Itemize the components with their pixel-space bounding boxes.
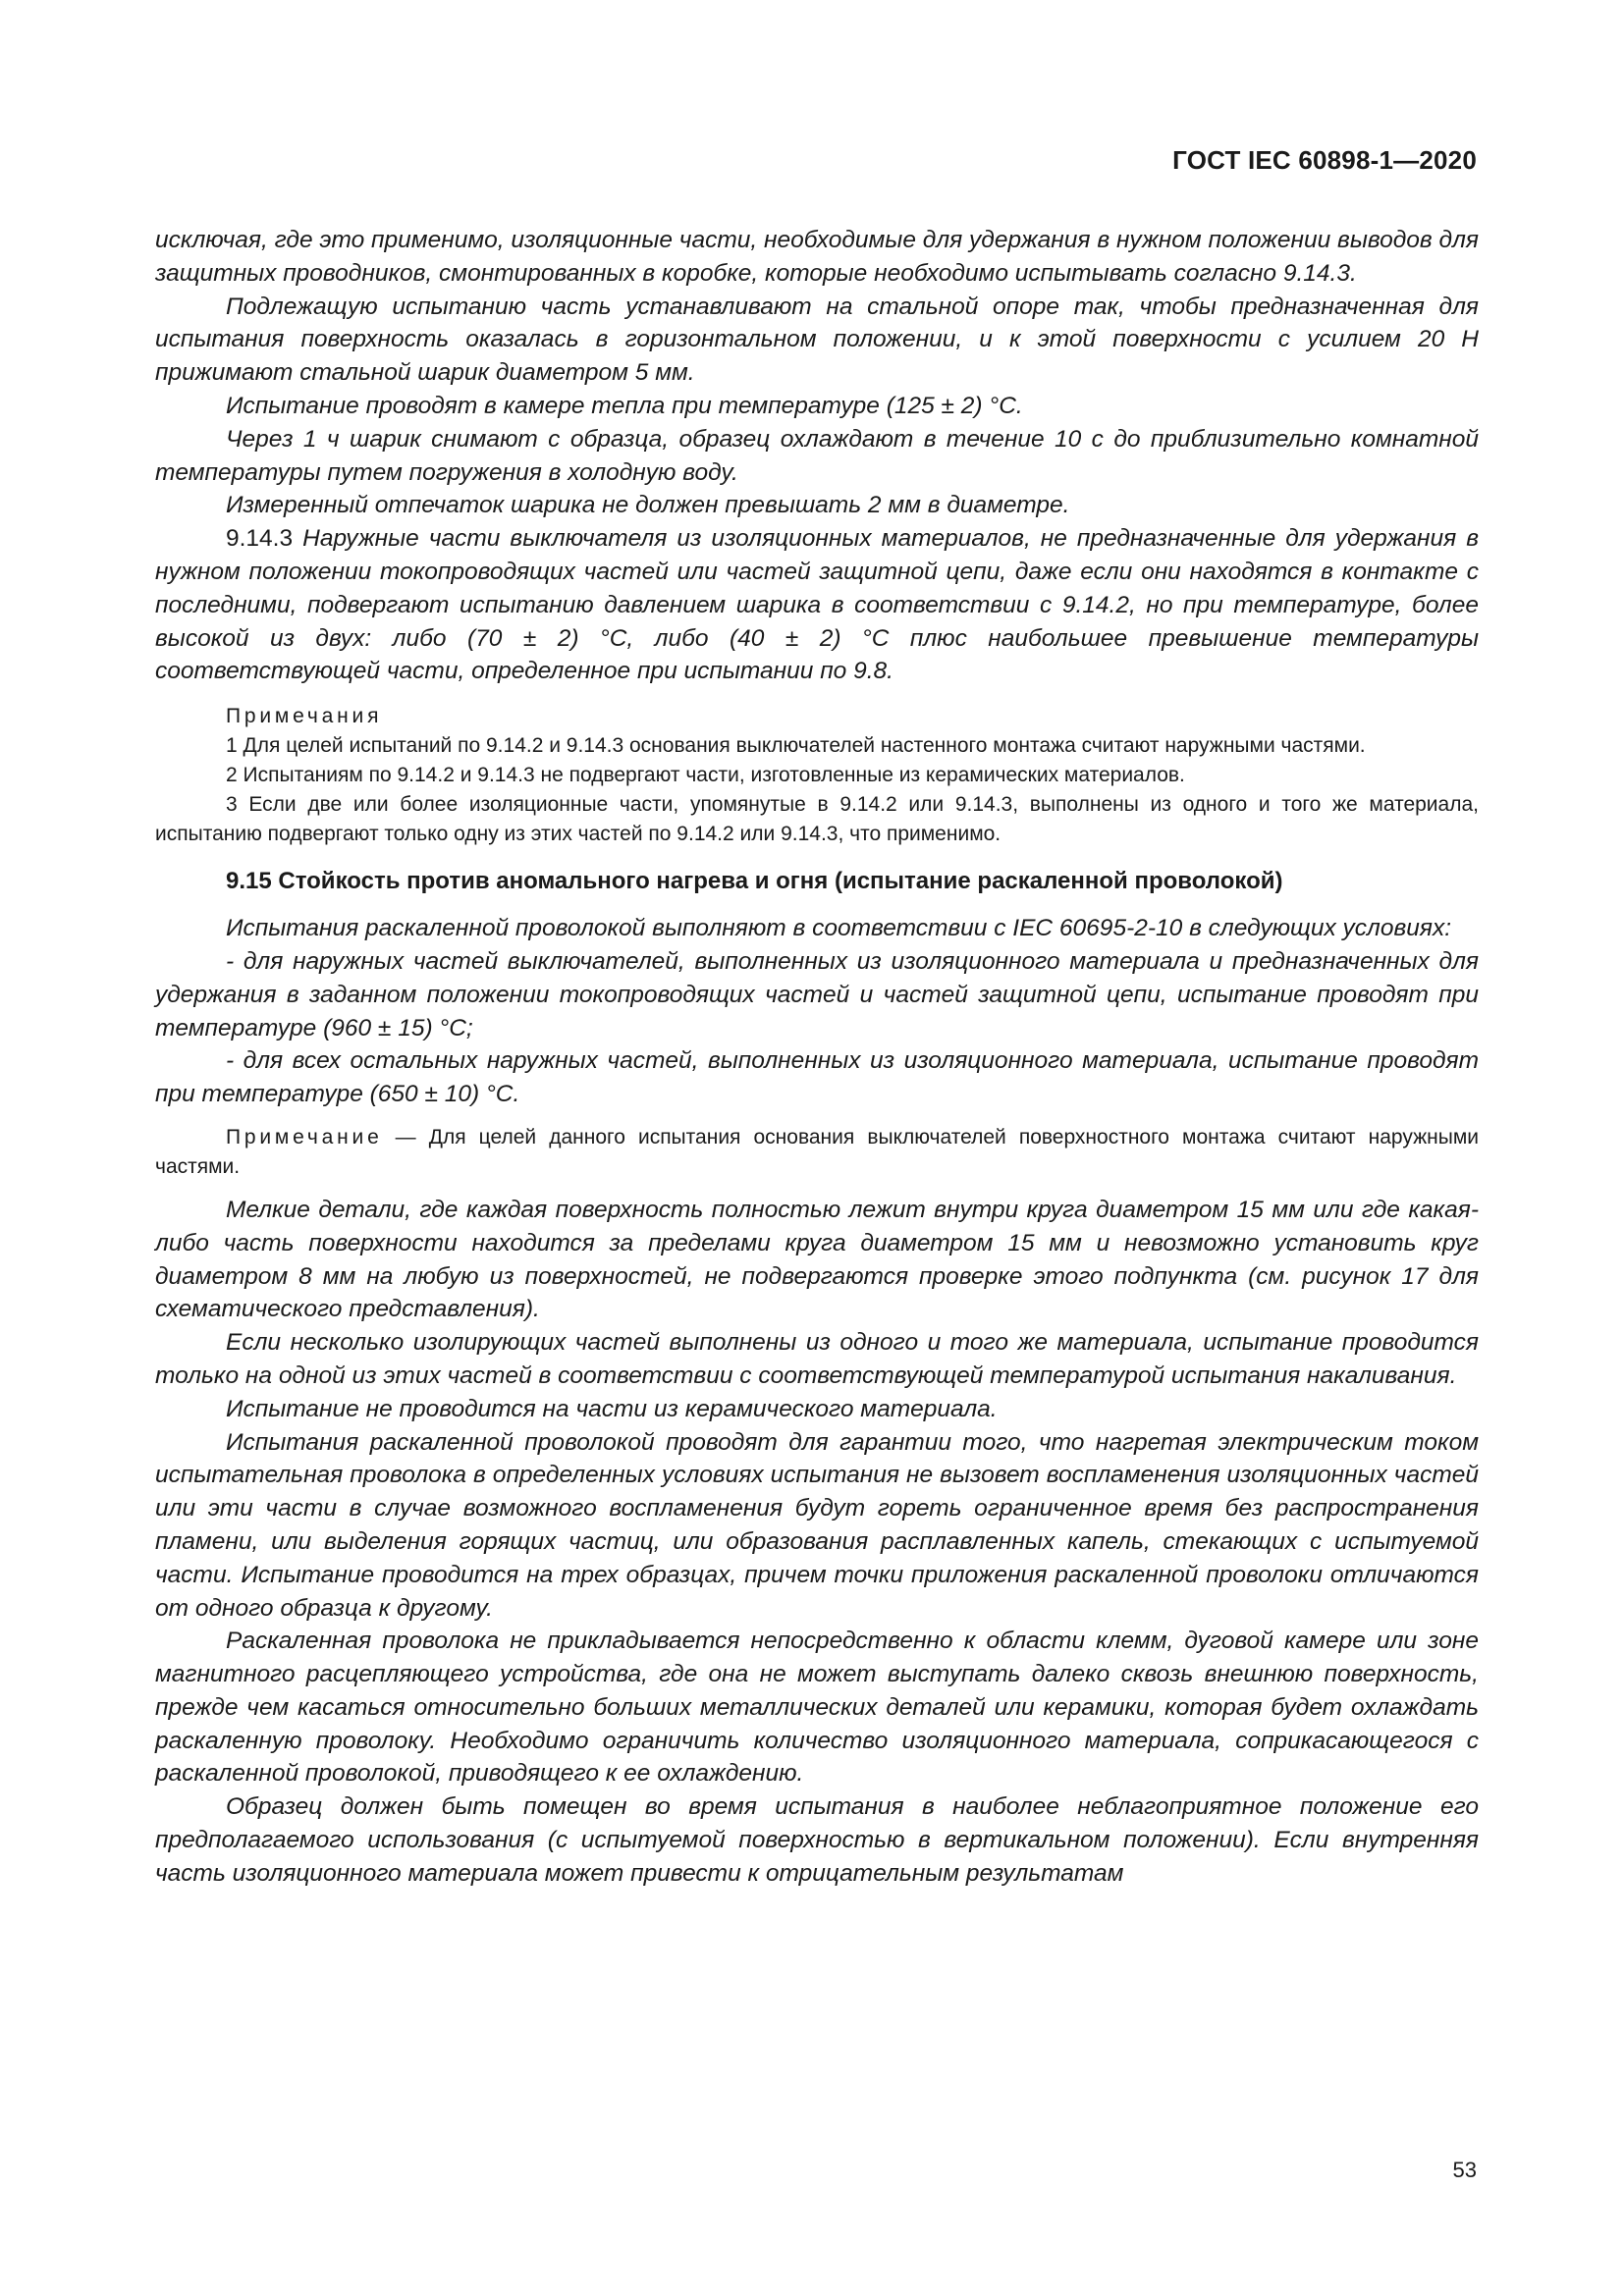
notes-title: Примечания: [226, 705, 383, 728]
paragraph-same-material: Если несколько изолирующих частей выполнены из одного и того же материала, испытание проводится только на одной из этих частей в соответствии с соответствующей температурой испытания накаливания.: [155, 1329, 1479, 1389]
note-item: 1 Для целей испытаний по 9.14.2 и 9.14.3 основания выключателей настенного монтажа считают наружными частями.: [226, 734, 1366, 758]
note-item: 2 Испытаниям по 9.14.2 и 9.14.3 не подвергают части, изготовленные из керамических материалов.: [226, 764, 1185, 787]
paragraph-continuation: исключая, где это применимо, изоляционные части, необходимые для удержания в нужном положении выводов для защитных проводников, смонтированных в коробке, которые необходимо испытывать согласно 9.14.3.: [155, 227, 1479, 287]
paragraph-imprint-limit: Измеренный отпечаток шарика не должен превышать 2 мм в диаметре.: [226, 492, 1070, 519]
note-item: 3 Если две или более изоляционные части, упомянутые в 9.14.2 или 9.14.3, выполнены из одного и того же материала, испытанию подвергают только одну из этих частей по 9.14.2 или 9.14.3, что применимо.: [155, 793, 1479, 846]
paragraph-glow-wire-application: Раскаленная проволока не прикладывается непосредственно к области клемм, дуговой камере или зоне магнитного расцепляющего устройства, где она не может выступать далеко сквозь внешнюю поверхность, прежде чем касаться относительно больших металлических деталей или керамики, которая будет охлаждать раскаленную проволоку. Необходимо ограничить количество изоляционного материала, соприкасающегося с раскаленной проволокой, приводящего к ее охлаждению.: [155, 1628, 1479, 1788]
document-code-header: ГОСТ IEC 60898-1—2020: [1172, 145, 1477, 175]
clause-9-14-3: [155, 522, 1479, 688]
paragraph-ceramic: Испытание не проводится на части из керамического материала.: [226, 1395, 998, 1422]
page-number: 53: [1452, 2158, 1477, 2182]
paragraph-test-setup: Подлежащую испытанию часть устанавливают на стальной опоре так, чтобы предназначенная для испытания поверхность оказалась в горизонтальном положении, и к этой поверхности с усилием 20 Н прижимают стальной шарик диаметром 5 мм.: [155, 293, 1479, 387]
paragraph-glow-wire-purpose: Испытания раскаленной проволокой проводят для гарантии того, что нагретая электрическим током испытательная проволока в определенных условиях испытания не вызовет воспламенения изоляционных частей или эти части в случае возможного воспламенения будут гореть ограниченное время без распространения пламени, или выделения горящих частиц, или образования расплавленных капель, стекающих с испытуемой части. Испытание проводится на трех образцах, причем точки приложения раскаленной проволоки отличаются от одного образца к другому.: [155, 1428, 1479, 1622]
page-body: [155, 224, 1479, 1891]
condition-item: - для наружных частей выключателей, выполненных из изоляционного материала и предназначенных для удержания в заданном положении токопроводящих частей и частей защитной цепи, испытание проводят при температуре (960 ± 15) °С;: [155, 947, 1479, 1041]
clause-text: Наружные части выключателя из изоляционных материалов, не предназначенные для удержания в нужном положении токопроводящих частей или частей защитной цепи, даже если они находятся в контакте с последними, подвергают испытанию давлением шарика в соответствии с 9.14.2, но при температуре, более высокой из двух: либо (70 ± 2) °С, либо (40 ± 2) °С плюс наибольшее превышение температуры соответствующей части, определенное при испытании по 9.8.: [155, 525, 1480, 685]
section-note: [155, 1123, 1479, 1182]
paragraph-specimen-position: Образец должен быть помещен во время испытания в наиболее неблагоприятное положение его предполагаемого использования (с испытуемой поверхностью в вертикальном положении). Если внутренняя часть изоляционного материала может привести к отрицательным результатам: [155, 1793, 1479, 1887]
paragraph-test-temperature: Испытание проводят в камере тепла при температуре (125 ± 2) °С.: [226, 392, 1023, 419]
note-text: — Для целей данного испытания основания выключателей поверхностного монтажа считают наружными частями.: [155, 1125, 1479, 1178]
section-heading-9-15: 9.15 Стойкость против аномального нагрева и огня (испытание раскаленной проволокой): [226, 868, 1283, 895]
paragraph-ball-removal: Через 1 ч шарик снимают с образца, образец охлаждают в течение 10 с до приблизительно комнатной температуры путем погружения в холодную воду.: [155, 425, 1479, 486]
paragraph-small-parts: Мелкие детали, где каждая поверхность полностью лежит внутри круга диаметром 15 мм или где какая-либо часть поверхности находится за пределами круга диаметром 15 мм и невозможно установить круг диаметром 8 мм на любую из поверхностей, не подвергаются проверке этого подпункта (см. рисунок 17 для схематического представления).: [155, 1196, 1479, 1323]
note-label: Примечание: [226, 1125, 383, 1148]
clause-number: 9.14.3: [226, 525, 294, 553]
section-intro: Испытания раскаленной проволокой выполняют в соответствии с IEC 60695-2-10 в следующих условиях:: [226, 915, 1452, 942]
condition-item: - для всех остальных наружных частей, выполненных из изоляционного материала, испытание проводят при температуре (650 ± 10) °С.: [155, 1047, 1479, 1108]
